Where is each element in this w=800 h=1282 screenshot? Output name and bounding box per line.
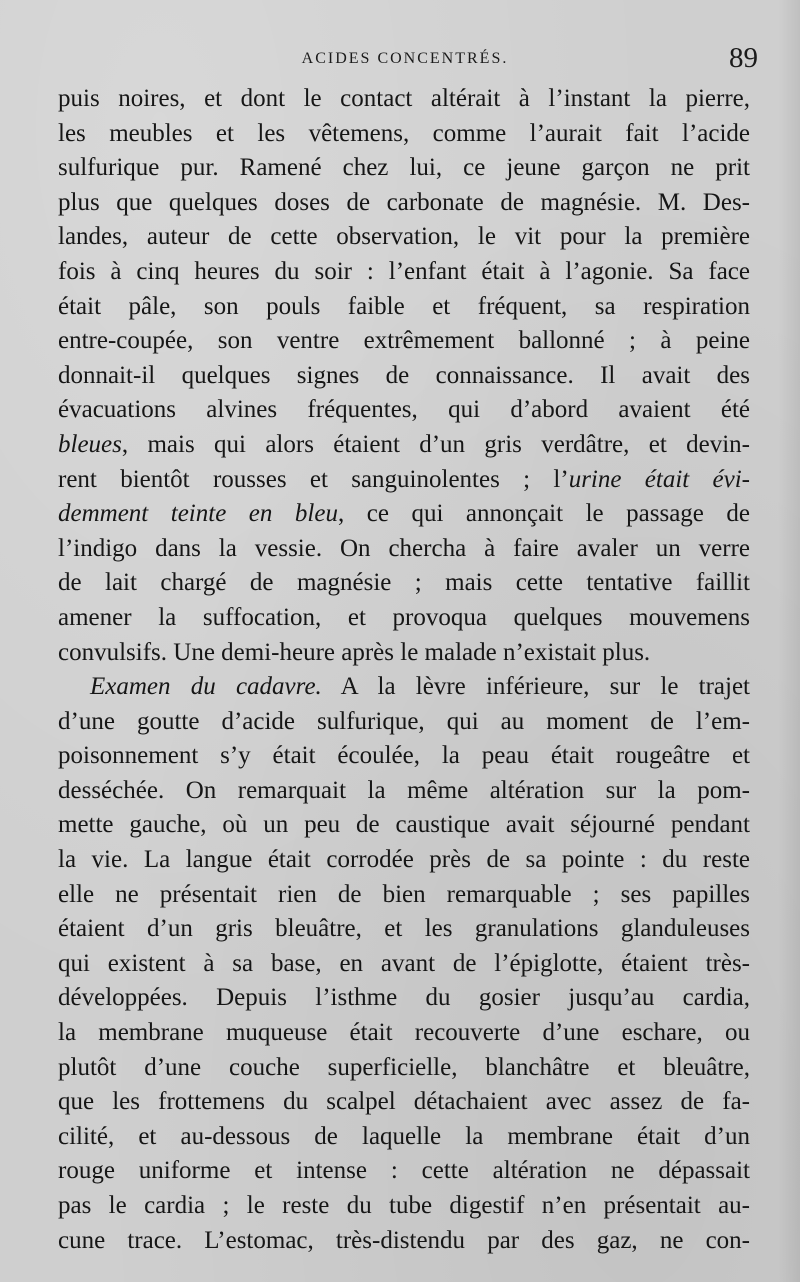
text-line: plutôt d’une couche superficielle, blanchâtre et bleuâtre, [58, 1053, 750, 1081]
text-line: mette gauche, où un peu de caustique avait séjourné pendant [58, 811, 750, 839]
text-line: développées. Depuis l’isthme du gosier jusqu’au cardia, [58, 984, 750, 1012]
text-line: plus que quelques doses de carbonate de magnésie. M. Des- [58, 188, 750, 216]
paragraph-end-line: convulsifs. Une demi-heure après le malade n’existait plus. [58, 638, 651, 666]
text-line: rouge uniforme et intense : cette altération ne dépassait [58, 1157, 750, 1185]
text-line: que les frottemens du scalpel détachaient avec assez de fa- [58, 1088, 750, 1116]
line-text: A la lèvre inférieure, sur le trajet [321, 673, 750, 701]
body-text [58, 82, 750, 1258]
italic-text: bleues [58, 430, 122, 458]
section-heading-italic: Examen du cadavre. [90, 673, 322, 701]
text-line: l’indigo dans la vessie. On chercha à faire avaler un verre [58, 534, 750, 562]
text-line: sulfurique pur. Ramené chez lui, ce jeune garçon ne prit [58, 154, 750, 182]
text-line: évacuations alvines fréquentes, qui d’abord avaient été [58, 396, 750, 424]
text-line: la membrane muqueuse était recouverte d’une eschare, ou [58, 1019, 750, 1047]
text-line: amener la suffocation, et provoqua quelques mouvemens [58, 603, 750, 631]
text-line [58, 428, 750, 463]
text-line: qui existent à sa base, en avant de l’épiglotte, étaient très- [58, 949, 750, 977]
page-number: 89 [729, 42, 758, 74]
text-line: les meubles et les vêtemens, comme l’aurait fait l’acide [58, 119, 750, 147]
text-line: fois à cinq heures du soir : l’enfant était à l’agonie. Sa face [58, 257, 750, 285]
text-line: cune trace. L’estomac, très-distendu par des gaz, ne con- [58, 1226, 750, 1254]
text-line: de lait chargé de magnésie ; mais cette tentative faillit [58, 569, 750, 597]
text-line: donnait-il quelques signes de connaissance. Il avait des [58, 361, 750, 389]
text-line: landes, auteur de cette observation, le vit pour la première [58, 223, 750, 251]
line-text: , mais qui alors étaient d’un gris verdâtre, et devin- [121, 430, 750, 458]
text-line: était pâle, son pouls faible et fréquent, sa respiration [58, 292, 750, 320]
text-line: entre-coupée, son ventre extrêmement ballonné ; à peine [58, 327, 750, 355]
italic-text: demment teinte en bleu [58, 500, 338, 528]
text-line: puis noires, et dont le contact altérait à l’instant la pierre, [58, 85, 750, 112]
running-head: ACIDES CONCENTRÉS. [301, 50, 509, 67]
page-edge-shadow [778, 0, 800, 1282]
text-line [58, 670, 750, 705]
text-line: poisonnement s’y était écoulée, la peau était rougeâtre et [58, 742, 750, 770]
text-line: étaient d’un gris bleuâtre, et les granulations glanduleuses [58, 915, 750, 943]
text-line: pas le cardia ; le reste du tube digestif n’en présentait au- [58, 1192, 750, 1219]
text-line: desséchée. On remarquait la même altération sur la pom- [58, 776, 750, 804]
line-text: , ce qui annonçait le passage de [337, 500, 751, 528]
text-line: la vie. La langue était corrodée près de sa pointe : du reste [58, 846, 750, 874]
text-line [58, 463, 750, 498]
line-text: rent bientôt rousses et sanguinolentes ; l’ [58, 465, 569, 493]
text-line [58, 497, 750, 532]
text-line: cilité, et au-dessous de laquelle la membrane était d’un [58, 1122, 750, 1150]
text-line: elle ne présentait rien de bien remarquable ; ses papilles [58, 880, 750, 908]
page-header [60, 42, 758, 82]
italic-text: urine était évi- [568, 465, 750, 493]
text-line: d’une goutte d’acide sulfurique, qui au moment de l’em- [58, 707, 750, 735]
